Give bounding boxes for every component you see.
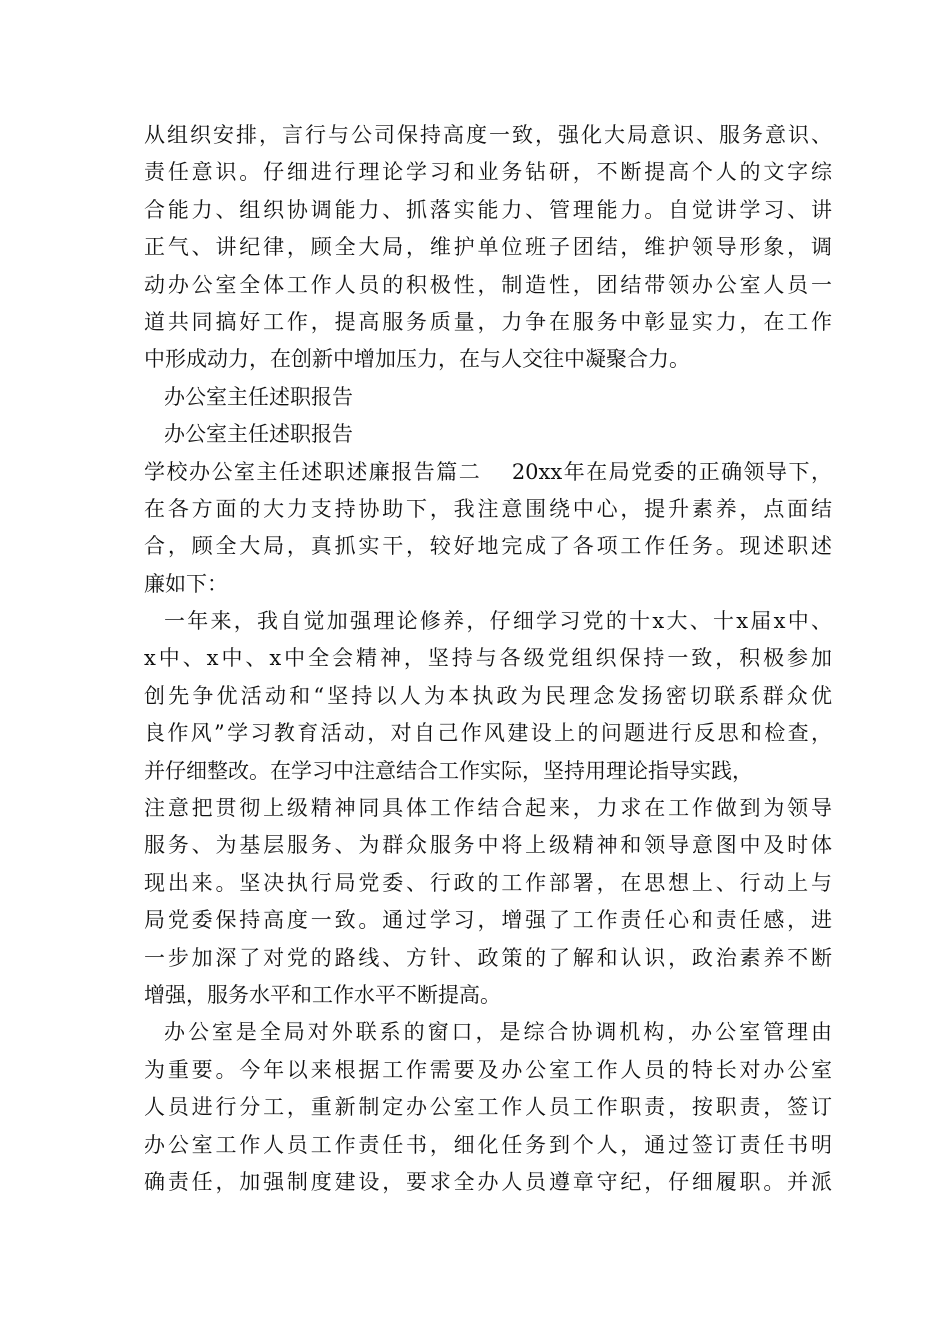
text-line: 道共同搞好工作，提高服务质量，力争在服务中彰显实力，在工作 [144, 309, 832, 334]
text-line: 为重要。今年以来根据工作需要及办公室工作人员的特长对办公室 [144, 1057, 832, 1082]
text-line: 并仔细整改。在学习中注意结合工作实际，坚持用理论指导实践， [144, 758, 753, 783]
text-line: 中形成动力，在创新中增加压力，在与人交往中凝聚合力。 [144, 347, 690, 372]
text-line: 从组织安排，言行与公司保持高度一致，强化大局意识、服务意识、 [144, 123, 832, 147]
text-line: 在各方面的大力支持协助下，我注意围绕中心，提升素养，点面结 [144, 496, 832, 521]
text-line: 确责任，加强制度建设，要求全办人员遵章守纪，仔细履职。并派 [144, 1169, 832, 1194]
text-line: 人员进行分工，重新制定办公室工作人员工作职责，按职责，签订 [144, 1095, 832, 1120]
text-line: 局党委保持高度一致。通过学习，增强了工作责任心和责任感，进 [144, 908, 832, 933]
text-line: 办公室主任述职报告 [164, 422, 353, 447]
text-line: 增强，服务水平和工作水平不断提高。 [144, 982, 501, 1007]
text-line: 学校办公室主任述职述廉报告篇二 20xx年在局党委的正确领导下， [144, 459, 832, 484]
text-line: 动办公室全体工作人员的积极性，制造性，团结带领办公室人员一 [144, 272, 832, 297]
text-line: 注意把贯彻上级精神同具体工作结合起来，力求在工作做到为领导 [144, 796, 832, 821]
text-line: 合能力、组织协调能力、抓落实能力、管理能力。自觉讲学习、讲 [144, 197, 832, 222]
text-line: 办公室主任述职报告 [164, 384, 353, 409]
text-line: 创先争优活动和“坚持以人为本执政为民理念发扬密切联系群众优 [144, 683, 832, 708]
text-line: 现出来。坚决执行局党委、行政的工作部署，在思想上、行动上与 [144, 870, 832, 895]
text-line: 合，顾全大局，真抓实干，较好地完成了各项工作任务。现述职述 [144, 534, 832, 559]
text-line: 廉如下： [144, 571, 228, 596]
text-line: 良作风”学习教育活动，对自己作风建设上的问题进行反思和检查， [144, 721, 832, 746]
text-line: 办公室工作人员工作责任书，细化任务到个人，通过签订责任书明 [144, 1132, 832, 1157]
text-line: 一年来，我自觉加强理论修养，仔细学习党的十x大、十x届x中、 [164, 609, 832, 634]
text-line: x中、x中、x中全会精神，坚持与各级党组织保持一致，积极参加 [144, 646, 832, 671]
text-line: 一步加深了对党的路线、方针、政策的了解和认识，政治素养不断 [144, 945, 832, 970]
text-line: 责任意识。仔细进行理论学习和业务钻研，不断提高个人的文字综 [144, 160, 832, 185]
text-line: 办公室是全局对外联系的窗口，是综合协调机构，办公室管理由 [164, 1020, 832, 1045]
document-page [144, 117, 832, 1201]
text-line: 服务、为基层服务、为群众服务中将上级精神和领导意图中及时体 [144, 833, 832, 858]
text-line: 正气、讲纪律，顾全大局，维护单位班子团结，维护领导形象，调 [144, 235, 832, 260]
